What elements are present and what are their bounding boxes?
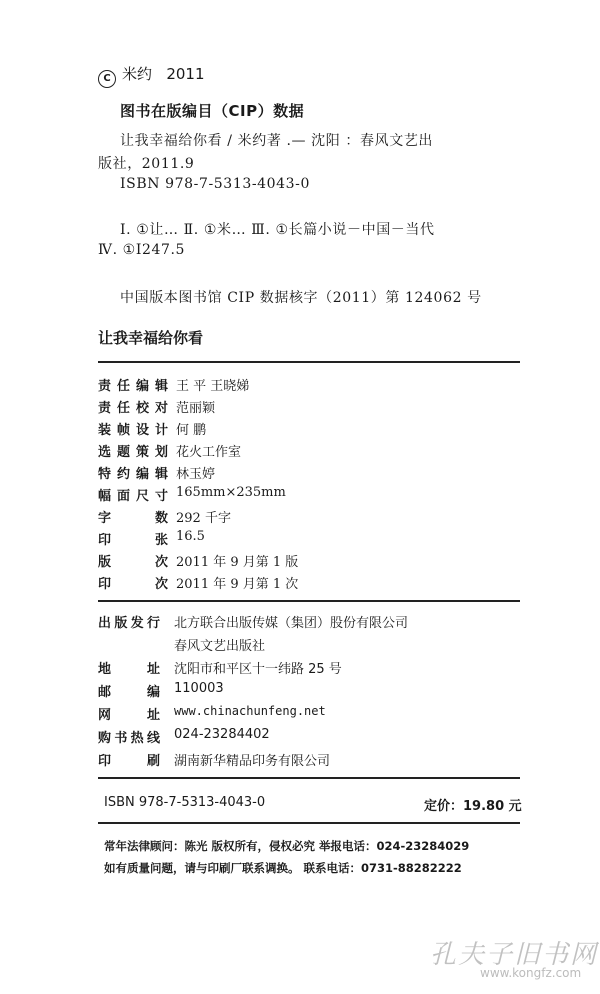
watermark-logo: 孔夫子旧书网: [430, 940, 599, 970]
divider: [98, 822, 520, 824]
credit-label: 版次: [98, 555, 168, 570]
publisher-value: 沈阳市和平区十一纬路 25 号: [174, 662, 342, 677]
credit-value: 范丽颖: [176, 401, 216, 416]
cip-subjects-1: Ⅰ. ①让… Ⅱ. ①米… Ⅲ. ①长篇小说－中国－当代: [120, 222, 435, 238]
legal-note: 常年法律顾问：陈光 版权所有，侵权必究 举报电话：024-23284029: [104, 839, 470, 853]
credit-label: 幅面尺寸: [98, 489, 168, 504]
credit-value: 林玉婷: [176, 467, 216, 482]
publisher-label: 出版发行: [98, 616, 160, 631]
credit-label: 装帧设计: [98, 423, 168, 438]
cip-title: 图书在版编目（CIP）数据: [120, 102, 305, 120]
credit-label: 印次: [98, 577, 168, 592]
publisher-value: 110003: [174, 681, 224, 696]
credit-value: 292 千字: [176, 511, 231, 526]
publisher-label: 印刷: [98, 754, 160, 769]
publisher-value: 024-23284402: [174, 727, 270, 742]
book-title: 让我幸福给你看: [98, 329, 204, 347]
isbn-footer: ISBN 978-7-5313-4043-0: [104, 795, 266, 810]
cip-line-1: 让我幸福给你看 / 米约著 .— 沈阳 ：春风文艺出: [120, 133, 434, 149]
divider: [98, 361, 520, 363]
copyright-year: 2011: [166, 65, 205, 83]
publisher-value: 北方联合出版传媒（集团）股份有限公司: [174, 616, 409, 631]
publisher-label: 网址: [98, 708, 160, 723]
credit-label: 印张: [98, 533, 168, 548]
publisher-value: 春风文艺出版社: [174, 639, 266, 654]
price: 定价：19.80 元: [424, 799, 522, 814]
publisher-label: 购书热线: [98, 731, 160, 746]
credit-value: 2011 年 9 月第 1 版: [176, 555, 299, 570]
credit-value: 王 平 王晓娣: [176, 379, 250, 394]
divider: [98, 777, 520, 779]
cip-isbn: ISBN 978-7-5313-4043-0: [120, 176, 311, 192]
credit-label: 责任校对: [98, 401, 168, 416]
credit-label: 责任编辑: [98, 379, 168, 394]
publisher-value: 湖南新华精品印务有限公司: [174, 754, 331, 769]
credit-value: 16.5: [176, 529, 205, 544]
copyright-line: [98, 63, 205, 88]
cip-record-number: 中国版本图书馆 CIP 数据核字（2011）第 124062 号: [120, 290, 482, 306]
credit-value: 花火工作室: [176, 445, 242, 460]
divider: [98, 600, 520, 602]
publisher-label: 地址: [98, 662, 160, 677]
copyright-holder: 米约: [122, 65, 153, 83]
credit-label: 选题策划: [98, 445, 168, 460]
credit-label: 特约编辑: [98, 467, 168, 482]
credit-value: 165mm×235mm: [176, 485, 286, 500]
publisher-label: 邮编: [98, 685, 160, 700]
publisher-website[interactable]: www.chinachunfeng.net: [174, 704, 326, 718]
credit-label: 字数: [98, 511, 168, 526]
watermark-url: www.kongfz.com: [480, 966, 582, 980]
quality-note: 如有质量问题，请与印刷厂联系调换。 联系电话：0731-88282222: [104, 861, 462, 875]
cip-subjects-2: Ⅳ. ①I247.5: [98, 242, 186, 258]
credit-value: 何 鹏: [176, 423, 207, 438]
copyright-icon: C: [98, 70, 116, 88]
credit-value: 2011 年 9 月第 1 次: [176, 577, 299, 592]
cip-line-2: 版社，2011.9: [98, 156, 195, 172]
